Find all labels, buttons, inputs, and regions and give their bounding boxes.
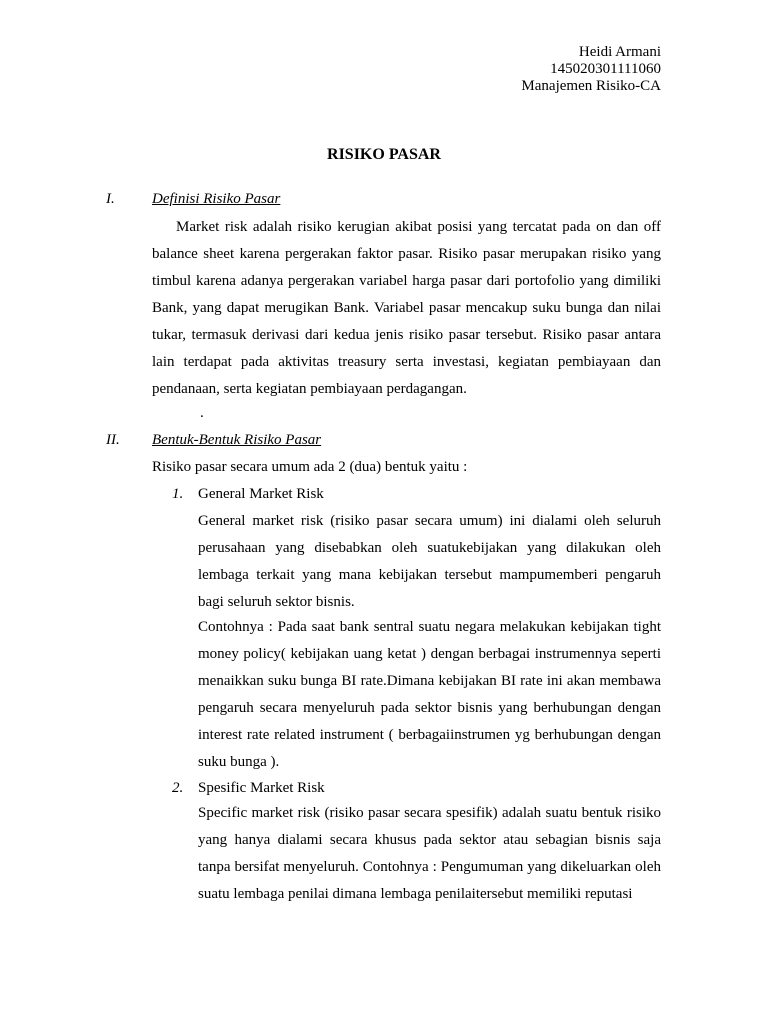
item-1-example: Contohnya : Pada saat bank sentral suatu negara melakukan kebijakan tight money policy( kebijakan uang ketat ) dengan berbagai instrumennya seperti menaikkan suku bunga BI rate.Dimana kebijakan BI rate ini akan membawa pengaruh secara menyeluruh pada sektor bisnis yang berhubungan dengan interest rate related instrument ( berbagaiinstrumen yg berhubungan dengan suku bunga ). <box>198 619 661 770</box>
author-block <box>521 44 661 95</box>
student-id: 145020301111060 <box>550 61 661 77</box>
item-2-title: Spesific Market Risk <box>198 780 325 796</box>
author-name: Heidi Armani <box>578 44 661 60</box>
course-name: Manajemen Risiko-CA <box>521 78 661 94</box>
section-1-number: I. <box>106 191 115 207</box>
item-1-description: General market risk (risiko pasar secara umum) ini dialami oleh seluruh perusahaan yang disebabkan oleh suatukebijakan yang dilakukan oleh lembaga terkait yang mana kebijakan tersebut mampumemberi pengaruh bagi seluruh sektor bisnis. <box>198 513 661 610</box>
item-1-number: 1. <box>172 486 184 502</box>
item-2-description: Specific market risk (risiko pasar secara spesifik) adalah suatu bentuk risiko yang hanya dialami secara khusus pada sektor atau sebagian bisnis saja tanpa bersifat menyeluruh. Contohnya : Pengumuman yang dikeluarkan oleh suatu lembaga penilai dimana lembaga penilaitersebut memiliki reputasi <box>198 805 661 902</box>
section-2-heading: Bentuk-Bentuk Risiko Pasar <box>152 432 322 448</box>
document-title: RISIKO PASAR <box>327 146 441 163</box>
section-1-body: Market risk adalah risiko kerugian akibat posisi yang tercatat pada on dan off balance sheet karena pergerakan faktor pasar. Risiko pasar merupakan risiko yang timbul karena adanya pergerakan variabel harga pasar dari portofolio yang dimiliki Bank, yang dapat merugikan Bank. Variabel pasar mencakup suku bunga dan nilai tukar, termasuk derivasi dari kedua jenis risiko pasar tersebut. Risiko pasar antara lain terdapat pada aktivitas treasury serta investasi, kegiatan pembiayaan dan pendanaan, serta kegiatan pembiayaan perdagangan. <box>152 219 661 397</box>
item-1-title: General Market Risk <box>198 486 324 502</box>
section-1-trailing-dot: . <box>200 405 204 421</box>
section-2-number: II. <box>106 432 120 448</box>
item-2-number: 2. <box>172 780 184 796</box>
section-2-intro: Risiko pasar secara umum ada 2 (dua) bentuk yaitu : <box>152 459 468 475</box>
section-1-heading: Definisi Risiko Pasar <box>152 191 281 207</box>
